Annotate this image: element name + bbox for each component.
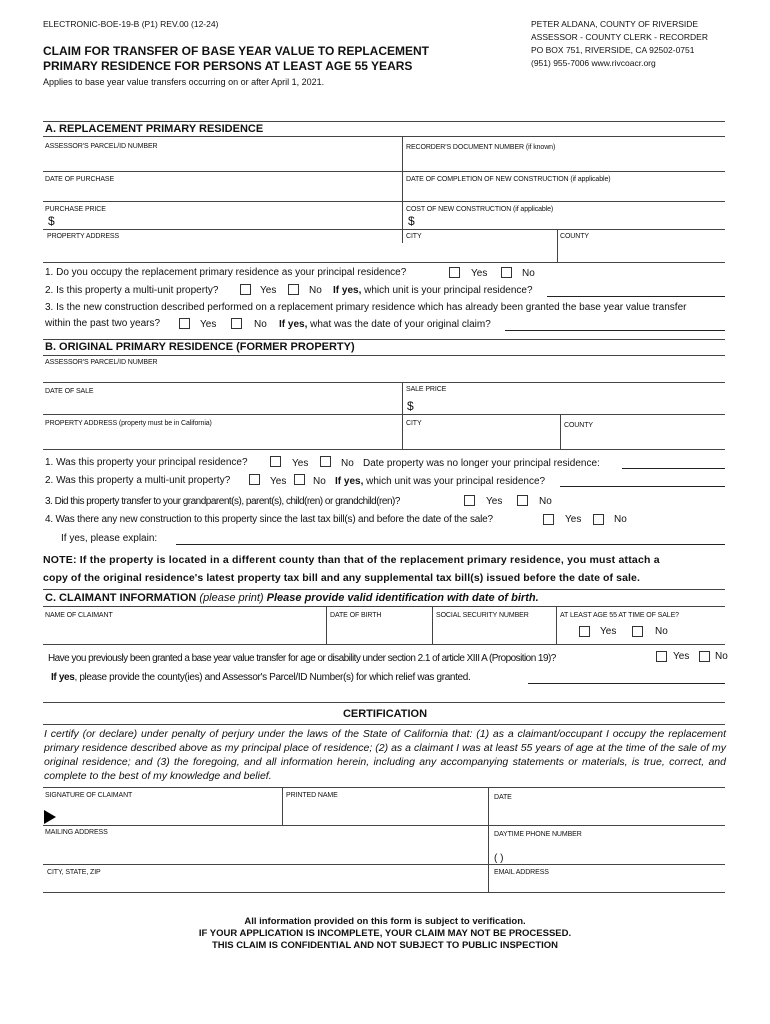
- ssn-field[interactable]: [434, 622, 554, 642]
- certification-title: CERTIFICATION: [342, 708, 428, 720]
- date-purchase-field[interactable]: [44, 184, 400, 200]
- claimant-name-field[interactable]: [44, 622, 324, 642]
- age55-yes-checkbox[interactable]: [579, 626, 590, 637]
- certification-text: I certify (or declare) under penalty of perjury under the laws of the State of California that: (1) as a claimant/occupant I occupy the replacement primary residence described above as my principal place of residence; (2) as a claimant I was at least 55 years of age at the time of the sale of my original residence; and (3) the foregoing, and all information herein, including any accompanying statements or materials, is true, correct, and complete to the best of my knowledge and belief.: [44, 728, 726, 782]
- yes-label: Yes: [600, 626, 617, 637]
- label-printed-name: PRINTED NAME: [286, 792, 338, 799]
- b-q4-yes-checkbox[interactable]: [543, 514, 554, 525]
- note-line2: copy of the original residence's latest property tax bill and any supplemental tax bill(s) issued before the date of sale.: [43, 572, 641, 584]
- section-c-title-main: C. CLAIMANT INFORMATION: [45, 592, 197, 604]
- phone-parens: ( ): [494, 853, 504, 864]
- agency-line: PO BOX 751, RIVERSIDE, CA 92502-0751: [531, 45, 695, 55]
- label-date-sale: DATE OF SALE: [45, 388, 94, 395]
- b-q3: 3. Did this property transfer to your grandparent(s), parent(s), child(ren) or grandchild(ren)?: [45, 496, 400, 507]
- label-purchase-price: PURCHASE PRICE: [45, 206, 106, 213]
- dollar-sign: $: [407, 399, 414, 413]
- b-q1-no-checkbox[interactable]: [320, 456, 331, 467]
- footer-line: IF YOUR APPLICATION IS INCOMPLETE, YOUR CLAIM MAY NOT BE PROCESSED.: [198, 928, 572, 939]
- city-state-zip-field[interactable]: [44, 878, 486, 891]
- label-email: EMAIL ADDRESS: [494, 869, 549, 876]
- if-yes-bold: If yes,: [333, 285, 362, 296]
- a-q2: 2. Is this property a multi-unit property?: [45, 285, 219, 296]
- purchase-price-field[interactable]: [58, 213, 398, 228]
- agency-line: ASSESSOR - COUNTY CLERK - RECORDER: [531, 32, 708, 42]
- b-q4-no-checkbox[interactable]: [593, 514, 604, 525]
- a-q2-yes-checkbox[interactable]: [240, 284, 251, 295]
- recorder-doc-field[interactable]: [404, 152, 724, 170]
- agency-line: PETER ALDANA, COUNTY OF RIVERSIDE: [531, 19, 699, 29]
- label-city: CITY: [406, 233, 422, 240]
- yes-label: Yes: [260, 285, 277, 296]
- no-label: No: [309, 285, 322, 296]
- label-signature: SIGNATURE OF CLAIMANT: [45, 792, 133, 799]
- footer: [0, 916, 770, 952]
- agency-line: (951) 955-7006 www.rivcoacr.org: [531, 58, 656, 68]
- b-city-field[interactable]: [404, 430, 558, 448]
- label-property-address-ca: PROPERTY ADDRESS (property must be in California): [45, 420, 212, 427]
- date-field[interactable]: [490, 805, 724, 824]
- city-field[interactable]: [404, 243, 554, 261]
- section-c-title-bold-italic: Please provide valid identification with date of birth.: [266, 592, 539, 604]
- if-yes-text: which unit is your principal residence?: [361, 285, 533, 296]
- b-explain-label: If yes, please explain:: [61, 533, 158, 544]
- no-label: No: [715, 651, 728, 662]
- label-county: COUNTY: [560, 233, 589, 240]
- b-q1-date-field[interactable]: [622, 468, 725, 469]
- section-a-title: A. REPLACEMENT PRIMARY RESIDENCE: [45, 123, 264, 135]
- label-sale-price: SALE PRICE: [406, 386, 447, 393]
- b-q1-yes-checkbox[interactable]: [270, 456, 281, 467]
- label-date-purchase: DATE OF PURCHASE: [45, 176, 115, 183]
- label-property-address: PROPERTY ADDRESS: [47, 233, 120, 240]
- label-recorder-doc: RECORDER'S DOCUMENT NUMBER (if known): [406, 144, 556, 151]
- if-yes-text: which unit was your principal residence?: [363, 476, 546, 487]
- b-county-field[interactable]: [562, 432, 724, 448]
- no-label: No: [254, 319, 267, 330]
- no-label: No: [539, 496, 552, 507]
- label-cost-new: COST OF NEW CONSTRUCTION (if applicable): [406, 206, 554, 213]
- label-dob: DATE OF BIRTH: [330, 612, 382, 619]
- yes-label: Yes: [200, 319, 217, 330]
- b-q3-no-checkbox[interactable]: [517, 495, 528, 506]
- section-c-title-italic: (please print): [196, 592, 267, 604]
- b-q1: 1. Was this property your principal residence?: [45, 457, 248, 468]
- a-q2-ifyes: [333, 285, 533, 296]
- label-ssn: SOCIAL SECURITY NUMBER: [436, 612, 529, 619]
- mailing-address-field[interactable]: [44, 840, 486, 861]
- form-title-line2: PRIMARY RESIDENCE FOR PERSONS AT LEAST AGE 55 YEARS: [43, 59, 413, 73]
- label-city: CITY: [406, 420, 422, 427]
- no-label: No: [522, 268, 535, 279]
- b-q2-yes-checkbox[interactable]: [249, 474, 260, 485]
- form-title-line1: CLAIM FOR TRANSFER OF BASE YEAR VALUE TO REPLACEMENT: [43, 44, 430, 58]
- no-label: No: [313, 476, 326, 487]
- date-sale-field[interactable]: [44, 396, 400, 413]
- footer-line: All information provided on this form is subject to verification.: [244, 916, 526, 927]
- prev-yes-checkbox[interactable]: [656, 651, 667, 662]
- age55-no-checkbox[interactable]: [632, 626, 643, 637]
- label-apn: ASSESSOR'S PARCEL/ID NUMBER: [45, 359, 158, 366]
- printed-name-field[interactable]: [284, 805, 486, 824]
- section-c-title: [45, 592, 539, 604]
- property-address-field[interactable]: [44, 243, 400, 261]
- if-yes-bold: If yes: [51, 672, 75, 683]
- a-q3-line2: within the past two years?: [45, 318, 161, 329]
- if-yes-bold: If yes,: [335, 476, 364, 487]
- footer-line: THIS CLAIM IS CONFIDENTIAL AND NOT SUBJECT TO PUBLIC INSPECTION: [211, 940, 559, 951]
- label-mailing-address: MAILING ADDRESS: [45, 829, 108, 836]
- dollar-sign: $: [48, 214, 55, 228]
- county-field[interactable]: [559, 243, 724, 261]
- email-field[interactable]: [490, 878, 724, 891]
- a-q1: 1. Do you occupy the replacement primary residence as your principal residence?: [45, 267, 407, 278]
- a-q2-unit-field[interactable]: [547, 296, 725, 297]
- b-q2-ifyes: [335, 476, 545, 487]
- no-label: No: [655, 626, 668, 637]
- a-q3-ifyes: [279, 319, 491, 330]
- note-line1: NOTE: If the property is located in a different county than that of the replacement primary residence, you must attach a: [43, 554, 660, 566]
- label-apn: ASSESSOR'S PARCEL/ID NUMBER: [45, 143, 158, 150]
- yes-label: Yes: [471, 268, 488, 279]
- applies-note: Applies to base year value transfers occurring on or after April 1, 2021.: [43, 77, 325, 87]
- apn-field[interactable]: [44, 152, 400, 170]
- label-claimant-name: NAME OF CLAIMANT: [45, 612, 113, 619]
- if-yes-bold: If yes,: [279, 319, 308, 330]
- section-b-title: B. ORIGINAL PRIMARY RESIDENCE (FORMER PROPERTY): [45, 341, 355, 353]
- a-q2-no-checkbox[interactable]: [288, 284, 299, 295]
- signature-arrow-icon: [44, 810, 56, 824]
- b-apn-field[interactable]: [44, 367, 724, 381]
- b-property-address-field[interactable]: [44, 430, 400, 448]
- b-q3-yes-checkbox[interactable]: [464, 495, 475, 506]
- form-id: ELECTRONIC-BOE-19-B (P1) REV.00 (12-24): [43, 19, 219, 29]
- cost-new-field[interactable]: [418, 213, 724, 228]
- a-q3-no-checkbox[interactable]: [231, 318, 242, 329]
- yes-label: Yes: [486, 496, 503, 507]
- a-q3-line1: 3. Is the new construction described performed on a replacement primary residence which has already been granted the base year value transfer: [45, 302, 687, 313]
- if-yes-text: what was the date of your original claim?: [307, 319, 491, 330]
- b-q2: 2. Was this property a multi-unit property?: [45, 475, 231, 486]
- label-phone: DAYTIME PHONE NUMBER: [494, 831, 582, 838]
- sale-price-field[interactable]: [418, 396, 724, 413]
- a-q1-no-checkbox[interactable]: [501, 267, 512, 278]
- b-q2-unit-field[interactable]: [560, 486, 725, 487]
- b-q2-no-checkbox[interactable]: [294, 474, 305, 485]
- label-age55: AT LEAST AGE 55 AT TIME OF SALE?: [560, 612, 679, 619]
- if-yes-text: , please provide the county(ies) and Assessor's Parcel/ID Number(s) for which relief was granted.: [74, 672, 471, 683]
- dob-field[interactable]: [328, 622, 430, 642]
- b-q1-date-label: Date property was no longer your principal residence:: [363, 458, 600, 469]
- phone-field[interactable]: [500, 850, 724, 863]
- a-q1-yes-checkbox[interactable]: [449, 267, 460, 278]
- date-completion-field[interactable]: [404, 184, 724, 200]
- label-date-completion: DATE OF COMPLETION OF NEW CONSTRUCTION (if applicable): [406, 176, 611, 183]
- yes-label: Yes: [270, 476, 287, 487]
- yes-label: Yes: [673, 651, 690, 662]
- signature-field[interactable]: [60, 805, 280, 824]
- dollar-sign: $: [408, 214, 415, 228]
- a-q3-yes-checkbox[interactable]: [179, 318, 190, 329]
- agency-block: [531, 18, 708, 70]
- no-label: No: [341, 458, 354, 469]
- yes-label: Yes: [292, 458, 309, 469]
- label-date: DATE: [494, 794, 512, 801]
- prev-transfer-question: Have you previously been granted a base year value transfer for age or disability under section 2.1 of article XIII A (Proposition 19)?: [48, 653, 556, 664]
- b-q4: 4. Was there any new construction to this property since the last tax bill(s) and before the date of the sale?: [45, 514, 493, 525]
- prev-relief-field[interactable]: [528, 683, 725, 684]
- label-city-state-zip: CITY, STATE, ZIP: [47, 869, 101, 876]
- no-label: No: [614, 514, 627, 525]
- label-county: COUNTY: [564, 422, 593, 429]
- prev-ifyes: [51, 672, 470, 683]
- yes-label: Yes: [565, 514, 582, 525]
- a-q3-date-field[interactable]: [505, 330, 725, 331]
- b-explain-field[interactable]: [176, 544, 725, 545]
- prev-no-checkbox[interactable]: [699, 651, 710, 662]
